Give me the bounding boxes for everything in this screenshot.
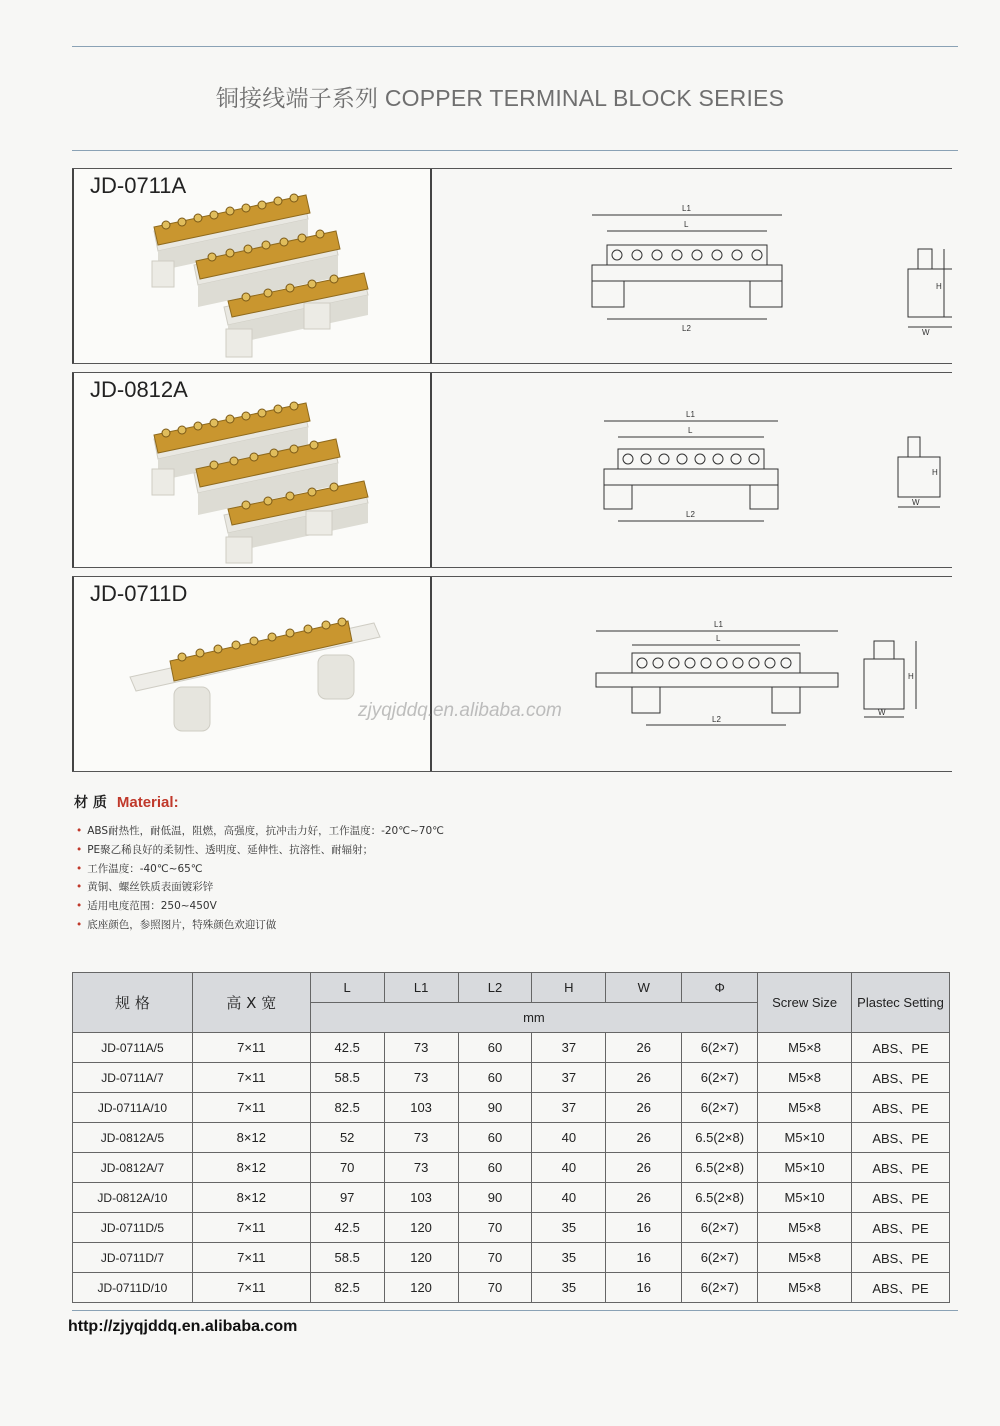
table-row [73, 1093, 950, 1123]
header-l: L [310, 973, 384, 1003]
table-cell: 60 [458, 1033, 532, 1063]
dim-label-l1: L1 [714, 620, 723, 629]
table-row [73, 1063, 950, 1093]
header-h: H [532, 973, 606, 1003]
product-row-2 [72, 372, 952, 568]
table-cell: 37 [532, 1033, 606, 1063]
header-screw-size: Screw Size [758, 973, 852, 1033]
table-cell: 6.5(2×8) [682, 1183, 758, 1213]
product-model: JD-0711A [90, 173, 187, 198]
table-cell: 26 [606, 1063, 682, 1093]
table-cell: 35 [532, 1273, 606, 1303]
table-cell: 6(2×7) [682, 1033, 758, 1063]
table-cell: 42.5 [310, 1033, 384, 1063]
table-cell: M5×10 [758, 1153, 852, 1183]
table-row [73, 1153, 950, 1183]
table-cell: ABS、PE [852, 1093, 950, 1123]
table-cell: M5×10 [758, 1123, 852, 1153]
table-cell: 8×12 [192, 1123, 310, 1153]
dimension-drawing [432, 169, 952, 363]
table-cell: 120 [384, 1243, 458, 1273]
table-cell: 40 [532, 1153, 606, 1183]
title-rule [72, 150, 958, 151]
table-cell: ABS、PE [852, 1213, 950, 1243]
material-heading-en: Material: [116, 794, 179, 811]
dim-label-l: L [688, 426, 693, 435]
table-cell: M5×8 [758, 1213, 852, 1243]
table-cell: 6(2×7) [682, 1243, 758, 1273]
table-cell: 90 [458, 1183, 532, 1213]
material-heading [74, 792, 179, 812]
table-row [73, 1033, 950, 1063]
page-title: 铜接线端子系列 COPPER TERMINAL BLOCK SERIES [215, 85, 785, 111]
table-cell: ABS、PE [852, 1243, 950, 1273]
dim-label-w: W [922, 328, 930, 337]
product-row-3 [72, 576, 952, 772]
table-cell: 16 [606, 1213, 682, 1243]
table-cell: JD-0812A/7 [73, 1153, 193, 1183]
table-row [73, 1123, 950, 1153]
table-cell: ABS、PE [852, 1273, 950, 1303]
dim-label-h: H [936, 282, 942, 291]
dim-label-l2: L2 [712, 715, 721, 724]
dim-label-h: H [932, 468, 938, 477]
header-plastec-setting: Plastec Setting [852, 973, 950, 1033]
dim-label-l: L [716, 634, 721, 643]
table-cell: M5×8 [758, 1243, 852, 1273]
table-cell: 26 [606, 1183, 682, 1213]
table-cell: 6(2×7) [682, 1093, 758, 1123]
header-l1: L1 [384, 973, 458, 1003]
table-cell: M5×8 [758, 1273, 852, 1303]
technical-drawing-svg [432, 373, 952, 569]
list-item: • 工作温度：-40℃~65℃ [76, 860, 444, 879]
dim-label-w: W [912, 498, 920, 507]
table-cell: 6.5(2×8) [682, 1153, 758, 1183]
table-cell: 7×11 [192, 1093, 310, 1123]
product-model: JD-0812A [90, 377, 188, 402]
table-cell: 97 [310, 1183, 384, 1213]
dim-label-l: L [684, 220, 689, 229]
table-cell: ABS、PE [852, 1153, 950, 1183]
watermark: zjyqjddq.en.alibaba.com [358, 700, 562, 721]
table-cell: 90 [458, 1093, 532, 1123]
table-cell: JD-0711D/10 [73, 1273, 193, 1303]
table-cell: 6(2×7) [682, 1273, 758, 1303]
technical-drawing-svg [432, 577, 952, 773]
list-item: • 底座颜色，参照图片，特殊颜色欢迎订做 [76, 916, 444, 935]
table-cell: 35 [532, 1243, 606, 1273]
table-cell: 26 [606, 1033, 682, 1063]
dim-label-w: W [878, 708, 886, 717]
table-cell: 26 [606, 1153, 682, 1183]
header-phi: Φ [682, 973, 758, 1003]
dim-label-l1: L1 [682, 204, 691, 213]
table-cell: 103 [384, 1183, 458, 1213]
table-cell: 7×11 [192, 1213, 310, 1243]
table-cell: 40 [532, 1123, 606, 1153]
table-cell: 8×12 [192, 1153, 310, 1183]
table-cell: M5×10 [758, 1183, 852, 1213]
header-size: 高 X 宽 [192, 973, 310, 1033]
table-cell: 26 [606, 1123, 682, 1153]
table-cell: JD-0711D/7 [73, 1243, 193, 1273]
dimension-drawing [432, 373, 952, 567]
spec-table-body [73, 1033, 950, 1303]
table-cell: 58.5 [310, 1063, 384, 1093]
header-l2: L2 [458, 973, 532, 1003]
table-cell: 82.5 [310, 1093, 384, 1123]
product-photo [72, 577, 432, 771]
table-cell: 7×11 [192, 1033, 310, 1063]
table-cell: JD-0711A/10 [73, 1093, 193, 1123]
spec-table [72, 972, 950, 1303]
table-cell: 6.5(2×8) [682, 1123, 758, 1153]
table-cell: 52 [310, 1123, 384, 1153]
table-row [73, 1183, 950, 1213]
table-cell: 70 [458, 1273, 532, 1303]
table-cell: 7×11 [192, 1063, 310, 1093]
table-cell: 120 [384, 1213, 458, 1243]
material-list [76, 822, 444, 935]
table-cell: 26 [606, 1093, 682, 1123]
table-cell: 42.5 [310, 1213, 384, 1243]
dimension-drawing [432, 577, 952, 771]
table-cell: JD-0812A/5 [73, 1123, 193, 1153]
product-model: JD-0711D [90, 581, 188, 606]
table-cell: 60 [458, 1063, 532, 1093]
list-item: • 黄铜、螺丝铁质表面镀彩锌 [76, 878, 444, 897]
table-cell: 40 [532, 1183, 606, 1213]
table-cell: 70 [458, 1213, 532, 1243]
table-cell: 73 [384, 1123, 458, 1153]
dim-label-l2: L2 [686, 510, 695, 519]
dim-label-h: H [908, 672, 914, 681]
header-w: W [606, 973, 682, 1003]
table-cell: M5×8 [758, 1093, 852, 1123]
table-row [73, 1273, 950, 1303]
table-cell: JD-0711A/5 [73, 1033, 193, 1063]
material-heading-cn: 材 质 [74, 795, 107, 811]
table-cell: JD-0711A/7 [73, 1063, 193, 1093]
table-cell: JD-0812A/10 [73, 1183, 193, 1213]
product-photo [72, 373, 432, 567]
table-cell: ABS、PE [852, 1063, 950, 1093]
table-cell: 7×11 [192, 1273, 310, 1303]
bottom-rule [72, 1310, 958, 1311]
table-cell: 70 [458, 1243, 532, 1273]
table-cell: ABS、PE [852, 1183, 950, 1213]
table-cell: 16 [606, 1243, 682, 1273]
technical-drawing-svg [432, 169, 952, 365]
table-cell: 8×12 [192, 1183, 310, 1213]
top-rule [72, 46, 958, 47]
table-cell: 73 [384, 1063, 458, 1093]
table-row [73, 1243, 950, 1273]
table-cell: 35 [532, 1213, 606, 1243]
table-cell: 58.5 [310, 1243, 384, 1273]
product-row-1 [72, 168, 952, 364]
table-row [73, 1213, 950, 1243]
dim-label-l1: L1 [686, 410, 695, 419]
table-cell: JD-0711D/5 [73, 1213, 193, 1243]
table-cell: M5×8 [758, 1033, 852, 1063]
table-cell: 6(2×7) [682, 1063, 758, 1093]
table-cell: 103 [384, 1093, 458, 1123]
header-spec: 规 格 [73, 973, 193, 1033]
table-cell: 60 [458, 1123, 532, 1153]
header-unit: mm [310, 1003, 757, 1033]
table-cell: 37 [532, 1063, 606, 1093]
footer-url[interactable]: http://zjyqjddq.en.alibaba.com [68, 1318, 298, 1335]
table-cell: 73 [384, 1153, 458, 1183]
table-cell: 70 [310, 1153, 384, 1183]
table-cell: 73 [384, 1033, 458, 1063]
dim-label-l2: L2 [682, 324, 691, 333]
table-cell: 60 [458, 1153, 532, 1183]
table-cell: 120 [384, 1273, 458, 1303]
table-cell: 37 [532, 1093, 606, 1123]
list-item: • PE聚乙稀良好的柔韧性、透明度、延伸性、抗溶性、耐辐射； [76, 841, 444, 860]
table-cell: 82.5 [310, 1273, 384, 1303]
product-photo [72, 169, 432, 363]
table-cell: ABS、PE [852, 1123, 950, 1153]
table-cell: 16 [606, 1273, 682, 1303]
table-cell: ABS、PE [852, 1033, 950, 1063]
table-cell: 6(2×7) [682, 1213, 758, 1243]
list-item: • ABS耐热性，耐低温，阻燃，高强度，抗冲击力好，工作温度：-20℃~70℃ [76, 822, 444, 841]
table-cell: 7×11 [192, 1243, 310, 1273]
table-cell: M5×8 [758, 1063, 852, 1093]
list-item: • 适用电度范围：250~450V [76, 897, 444, 916]
